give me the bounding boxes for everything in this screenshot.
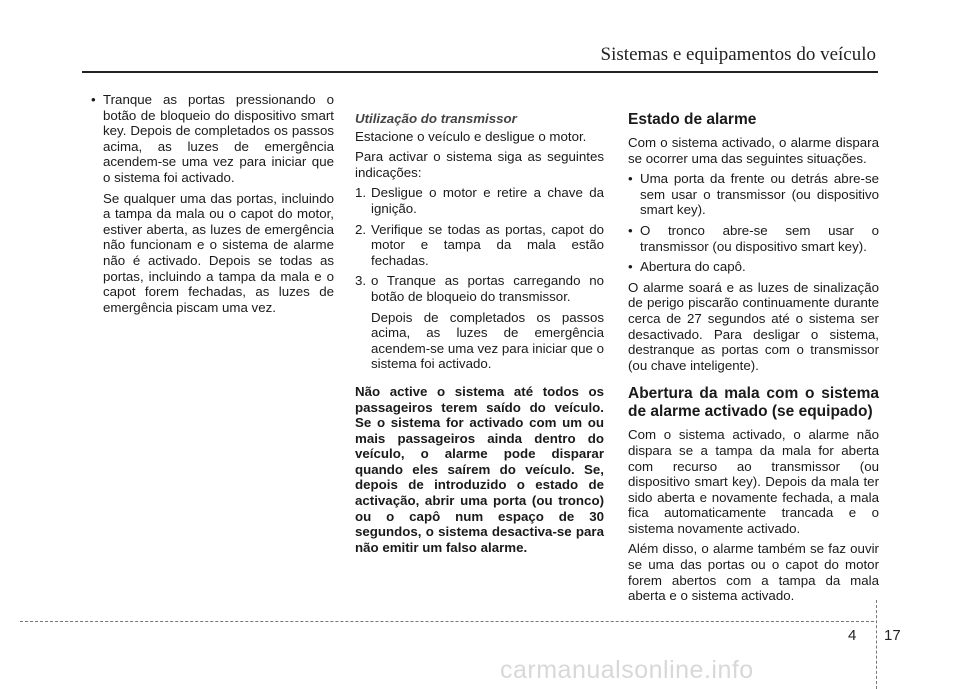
step-number: 1. <box>355 185 367 201</box>
footer-vertical-divider <box>876 600 877 689</box>
bullet-icon: • <box>628 222 633 238</box>
paragraph: O alarme soará e as luzes de sinalização de perigo piscarão continuamente durante cerca de 27 segundos até o sistema ser desactivado. Para desligar o sistema, destranque as portas com o transmissor (ou chave inteligente). <box>628 279 879 373</box>
paragraph: Estacione o veículo e desligue o motor. <box>355 128 587 144</box>
paragraph: Para activar o sistema siga as seguintes indicações: <box>355 149 604 180</box>
bullet-icon: • <box>628 171 633 187</box>
list-item <box>91 92 334 186</box>
header-rule <box>82 71 878 73</box>
bullet-icon: • <box>91 92 96 107</box>
page-number: 17 <box>884 627 901 644</box>
step-item <box>355 185 604 216</box>
paragraph: Depois de completados os passos acima, as luzes de emergência acendem-se uma vez para iniciar que o sistema foi activado. <box>371 309 604 372</box>
column-3 <box>628 111 879 609</box>
chapter-number: 4 <box>848 627 857 644</box>
paragraph: Além disso, o alarme também se faz ouvir se uma das portas ou o capot do motor forem abertos com a tampa da mala aberta e o sistema activado. <box>628 541 879 604</box>
paragraph: Se qualquer uma das portas, incluindo a tampa da mala ou o capot do motor, estiver aberta, as luzes de emergência não funcionam e o sistema de alarme não é activado. Depois se todas as portas, incluindo a tampa da mala e o capot forem fechadas, as luzes de emergência piscam uma vez. <box>103 190 334 315</box>
bullet-text: Tranque as portas pressionando o botão de bloqueio do dispositivo smart key. Depois de completados os passos acima, as luzes de emergência acendem-se uma vez para iniciar que o sistema foi activado. <box>103 92 334 185</box>
step-number: 3. <box>355 273 367 289</box>
footer-divider <box>20 621 874 622</box>
step-text: Desligue o motor e retire a chave da ignição. <box>371 185 604 216</box>
section-title: Sistemas e equipamentos do veículo <box>600 44 876 65</box>
warning-text: Não active o sistema até todos os passageiros terem saído do veículo. Se o sistema for activado com um ou mais passageiros ainda dentro do veículo, o alarme pode disparar quando eles saírem do veículo. Se, depois de introduzido o estado de activação, abrir uma porta (ou tronco) ou o capô num espaço de 30 segundos, o sistema desactiva-se para não emitir um falso alarme. <box>355 383 604 555</box>
paragraph: Com o sistema activado, o alarme dispara se ocorrer uma das seguintes situações. <box>628 135 879 166</box>
step-item <box>355 222 604 269</box>
list-item <box>628 223 879 254</box>
bullet-icon: • <box>628 259 633 275</box>
column-1 <box>91 92 334 320</box>
bullet-text: Abertura do capô. <box>640 259 746 275</box>
step-item <box>355 273 604 304</box>
bullet-text: Uma porta da frente ou detrás abre-se sem usar o transmissor (ou dispositivo smart key). <box>640 171 879 218</box>
heading-trunk-opening: Abertura da mala com o sistema de alarme activado (se equipado) <box>628 385 879 421</box>
step-text: o Tranque as portas carregando no botão de bloqueio do transmissor. <box>371 273 604 304</box>
column-2 <box>355 111 604 560</box>
heading-alarm-state: Estado de alarme <box>628 111 757 128</box>
subheading: Utilização do transmissor <box>355 111 517 126</box>
paragraph: Com o sistema activado, o alarme não dispara se a tampa da mala for aberta com recurso ao transmissor (ou dispositivo smart key). Depois da mala ter sido aberta e novamente fechada, a mala fica automaticamente trancada e o sistema novamente activado. <box>628 427 879 536</box>
list-item <box>628 171 879 218</box>
step-number: 2. <box>355 221 367 237</box>
step-text: Verifique se todas as portas, capot do motor e tampa da mala estão fechadas. <box>371 221 604 268</box>
watermark: carmanualsonline.info <box>500 656 754 684</box>
bullet-text: O tronco abre-se sem usar o transmissor (ou dispositivo smart key). <box>640 222 879 254</box>
list-item <box>628 259 879 275</box>
